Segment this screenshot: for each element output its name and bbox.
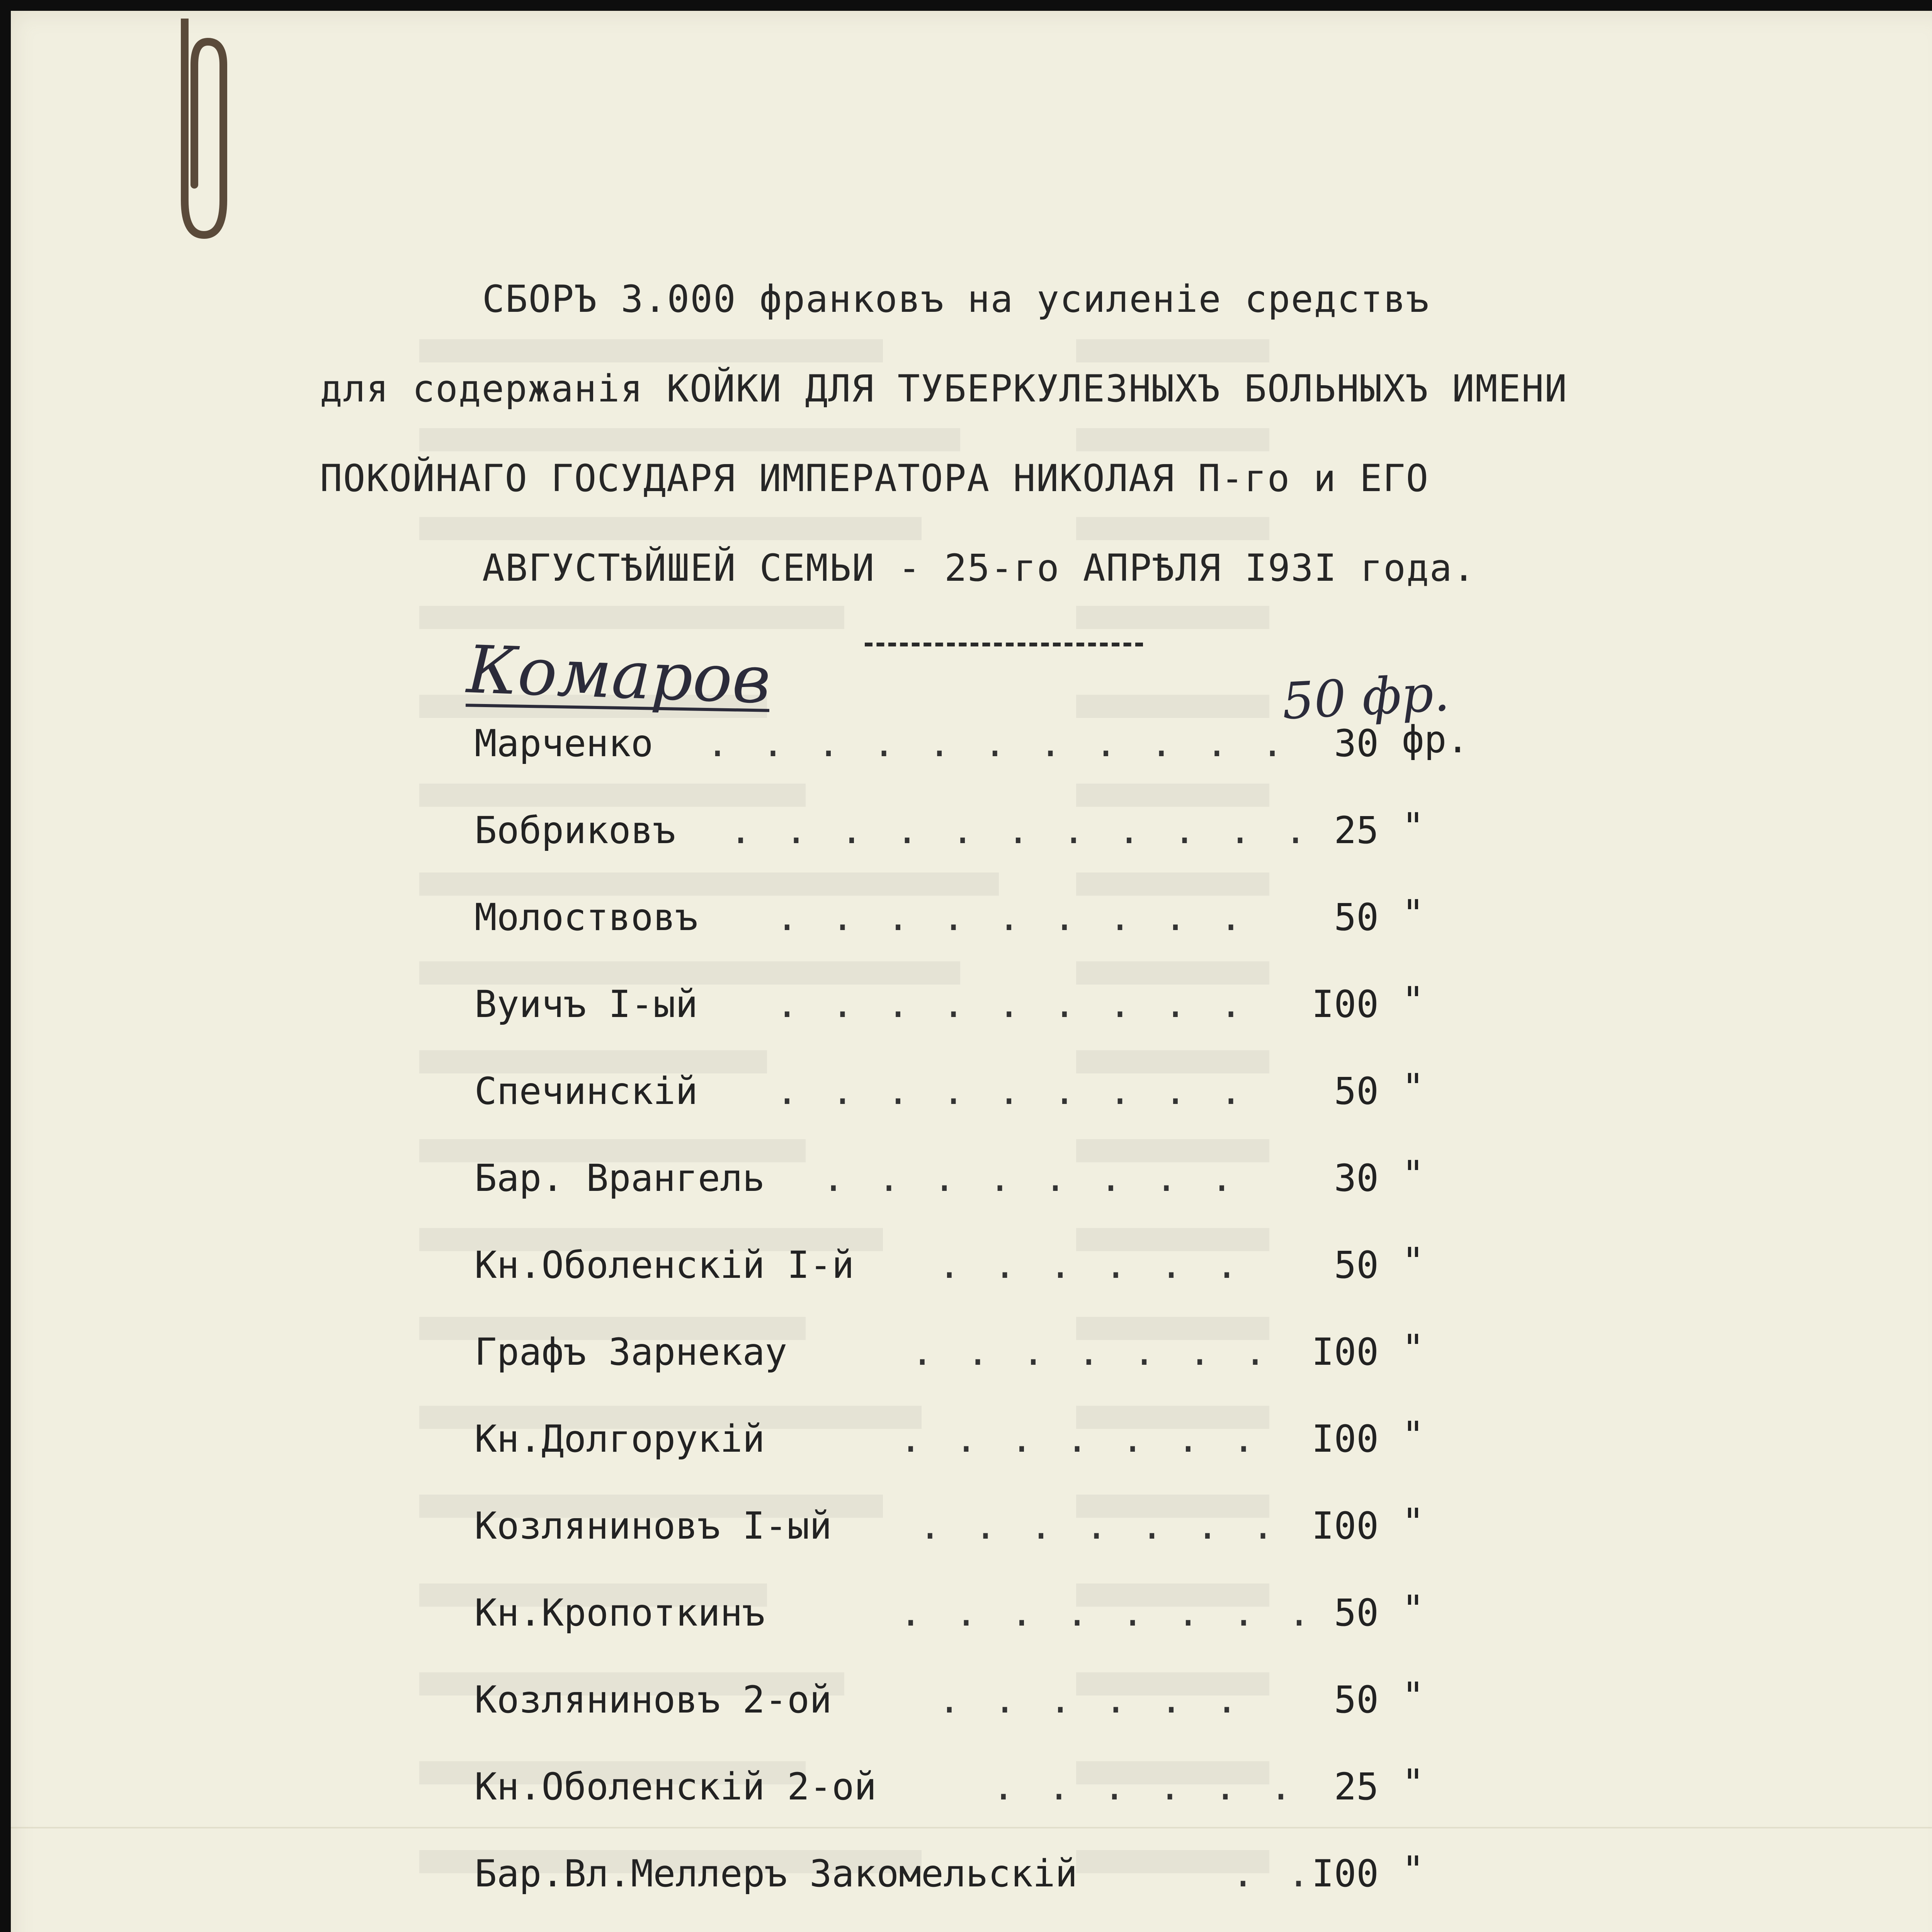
list-item [474,1240,1518,1330]
list-item [474,1327,1518,1417]
donor-amount: I00 [1311,1330,1379,1374]
list-item [474,1674,1518,1765]
header-line: ПОКОЙНАГО ГОСУДАРЯ ИМПЕРАТОРА НИКОЛАЯ П-го и ЕГО [320,457,1429,500]
donor-unit: " [1402,1674,1424,1718]
list-item [474,1066,1518,1156]
donor-amount: I00 [1311,1852,1379,1895]
donor-name: Козляниновъ 2-ой [474,1678,832,1721]
donor-amount: 50 [1334,1243,1379,1287]
leader-dots: . . . . . . [938,1243,1243,1287]
donor-unit: " [1402,1761,1424,1804]
donor-unit: " [1402,1500,1424,1544]
leader-dots: . . . . . . . . [900,1591,1316,1634]
list-item [474,1587,1518,1678]
header-line: СБОРЪ 3.000 франковъ на усиленіе средствъ [482,277,1430,321]
donor-name: Графъ Зарнекау [474,1330,787,1374]
list-item [474,892,1518,983]
list-item [474,1500,1518,1591]
donor-unit: " [1402,1066,1424,1109]
donor-name: Кн.Долгорукій [474,1417,765,1461]
list-item [474,1761,1518,1852]
handwritten-amount: 50 фр. [1281,663,1451,731]
leader-dots: . . . . . . . [919,1504,1280,1548]
donor-unit: " [1402,1327,1424,1370]
donor-name: Молоствовъ [474,896,698,939]
donor-name: Вуичъ I-ый [474,983,698,1026]
donor-unit: " [1402,979,1424,1022]
donor-unit: " [1402,1848,1424,1891]
donor-name: Бар. Врангель [474,1156,765,1200]
donor-unit: фр. [1402,718,1469,761]
leader-dots: . . . . . . . [911,1330,1272,1374]
donor-amount: 25 [1334,809,1379,852]
donor-amount: 50 [1334,1070,1379,1113]
donor-amount: 30 [1334,722,1379,765]
leader-dots: . . . . . . . . . . . [730,809,1312,852]
donor-list [474,718,1518,1932]
donor-amount: 50 [1334,1591,1379,1634]
document-header [320,277,1750,636]
leader-dots: . . . . . . . [900,1417,1260,1461]
list-item [474,718,1518,809]
leader-dots: . . . . . . . . . . . [706,722,1289,765]
donor-amount: I00 [1311,1417,1379,1461]
donor-name: Кн.Оболенскій I-й [474,1243,854,1287]
leader-dots: . . . . . . . . . [776,983,1248,1026]
leader-dots: . . . . . . . . [822,1156,1238,1200]
list-item [474,1848,1518,1932]
donor-unit: " [1402,1240,1424,1283]
leader-dots: . . . . . . . . . [776,1070,1248,1113]
donor-amount: 30 [1334,1156,1379,1200]
list-item [474,1413,1518,1504]
leader-dots: . . . . . . [938,1678,1243,1721]
handwritten-name: Комаров [465,631,772,719]
leader-dots: . . . . . . [992,1765,1298,1808]
donor-name: Марченко [474,722,653,765]
header-line: для содержанія КОЙКИ ДЛЯ ТУБЕРКУЛЕЗНЫХЪ БОЛЬНЫХЪ ИМЕНИ [320,367,1568,410]
list-item [474,979,1518,1070]
donor-amount: I00 [1311,983,1379,1026]
donor-amount: 50 [1334,896,1379,939]
donor-unit: " [1402,1587,1424,1631]
donor-unit: " [1402,1153,1424,1196]
donor-name: Спечинскій [474,1070,698,1113]
donor-name: Кн.Кропоткинъ [474,1591,765,1634]
leader-dots: . . [1232,1852,1315,1895]
donor-unit: " [1402,1413,1424,1457]
donor-amount: I00 [1311,1504,1379,1548]
donor-amount: 50 [1334,1678,1379,1721]
donor-name: Козляниновъ I-ый [474,1504,832,1548]
header-line: АВГУСТѢЙШЕЙ СЕМЬИ - 25-го АПРѢЛЯ I93I года. [482,546,1476,590]
list-item [474,805,1518,896]
donor-name: Бар.Вл.Меллеръ Закомельскій [474,1852,1078,1895]
donor-unit: " [1402,805,1424,848]
donor-name: Бобриковъ [474,809,676,852]
donor-unit: " [1402,892,1424,935]
leader-dots: . . . . . . . . . [776,896,1248,939]
donor-amount: 25 [1334,1765,1379,1808]
donor-name: Кн.Оболенскій 2-ой [474,1765,877,1808]
document-page [11,11,1932,1932]
header-divider [865,643,1143,646]
list-item [474,1153,1518,1243]
paperclip-top-icon [162,19,239,250]
